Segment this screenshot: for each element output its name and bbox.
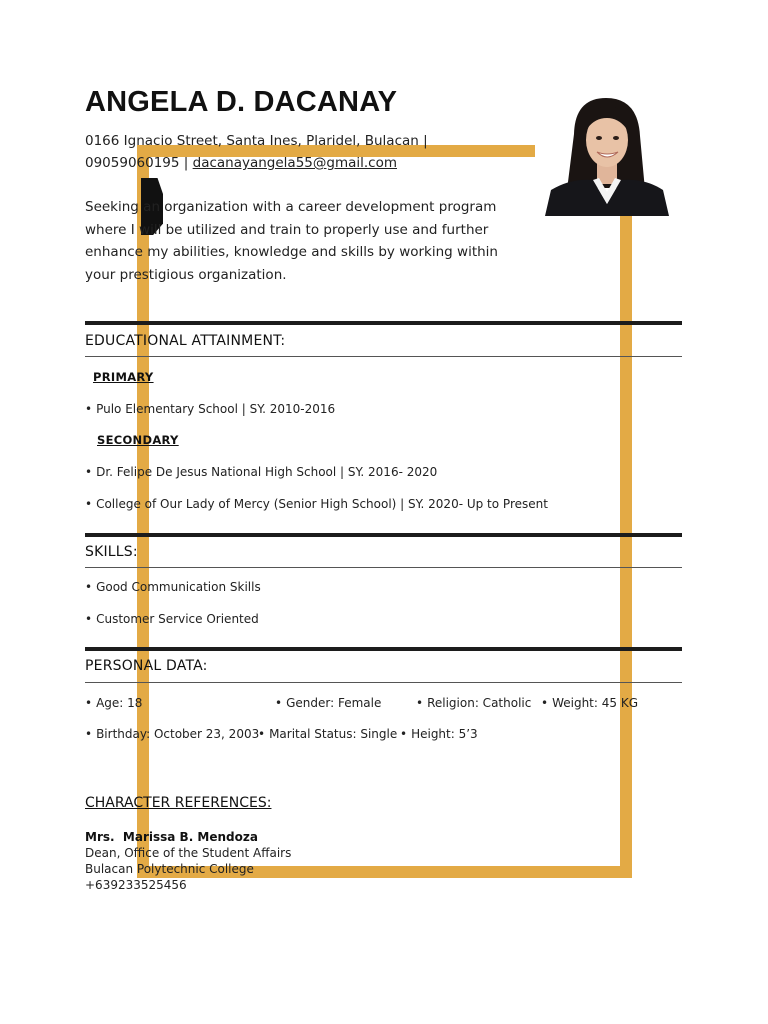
section-divider-thick xyxy=(85,647,682,651)
reference-position: Dean, Office of the Student Affairs xyxy=(85,846,292,860)
bullet: • xyxy=(416,696,424,710)
reference-phone: +639233525456 xyxy=(85,878,187,892)
personal-gender xyxy=(275,696,381,710)
personal-birthday xyxy=(85,727,259,741)
primary-school: Pulo Elementary School | SY. 2010-2016 xyxy=(96,402,336,416)
section-divider-thick xyxy=(85,533,682,537)
birthday-value: Birthday: October 23, 2003 xyxy=(96,727,260,741)
section-divider-thick xyxy=(85,321,682,325)
section-divider-thin xyxy=(85,356,682,357)
skill-item xyxy=(85,580,261,594)
bullet: • xyxy=(85,612,93,626)
bullet: • xyxy=(541,696,549,710)
primary-label: PRIMARY xyxy=(93,370,154,384)
address-line: 0166 Ignacio Street, Santa Ines, Plaridel, Bulacan | xyxy=(85,133,428,149)
personal-age xyxy=(85,696,142,710)
bullet: • xyxy=(85,497,93,511)
secondary-school-1: Dr. Felipe De Jesus National High School | SY. 2016- 2020 xyxy=(96,465,438,479)
bullet: • xyxy=(85,580,93,594)
height-value: Height: 5’3 xyxy=(411,727,478,741)
weight-value: Weight: 45 KG xyxy=(552,696,638,710)
reference-name: Mrs. Marissa B. Mendoza xyxy=(85,830,258,844)
age-value: Age: 18 xyxy=(96,696,143,710)
section-divider-thin xyxy=(85,567,682,568)
gender-value: Gender: Female xyxy=(286,696,382,710)
character-references-title: CHARACTER REFERENCES: xyxy=(85,795,272,811)
primary-item xyxy=(85,402,335,416)
bullet: • xyxy=(85,465,93,479)
secondary-item xyxy=(85,497,548,511)
bullet: • xyxy=(258,727,266,741)
profile-photo xyxy=(541,92,671,216)
personal-height xyxy=(400,727,478,741)
secondary-label: SECONDARY xyxy=(97,433,179,447)
reference-institution: Bulacan Polytechnic College xyxy=(85,862,254,876)
contact-block xyxy=(85,130,428,174)
marital-value: Marital Status: Single xyxy=(269,727,398,741)
skills-title: SKILLS: xyxy=(85,544,138,560)
secondary-school-2: College of Our Lady of Mercy (Senior High School) | SY. 2020- Up to Present xyxy=(96,497,548,511)
section-divider-thin xyxy=(85,682,682,683)
secondary-item xyxy=(85,465,437,479)
bullet: • xyxy=(85,727,93,741)
religion-value: Religion: Catholic xyxy=(427,696,532,710)
personal-data-title: PERSONAL DATA: xyxy=(85,658,208,674)
bullet: • xyxy=(85,696,93,710)
bullet: • xyxy=(85,402,93,416)
bullet: • xyxy=(275,696,283,710)
phone-number: 09059060195 | xyxy=(85,155,189,171)
skill-text: Customer Service Oriented xyxy=(96,612,259,626)
education-title: EDUCATIONAL ATTAINMENT: xyxy=(85,333,286,349)
bullet: • xyxy=(400,727,408,741)
skill-item xyxy=(85,612,259,626)
personal-weight xyxy=(541,696,638,710)
personal-religion xyxy=(416,696,531,710)
personal-marital-status xyxy=(258,727,397,741)
career-objective: Seeking an organization with a career development program where I will be utilized and train to properly use and further enhance my abilities, knowledge and skills by working within your prestigious organization. xyxy=(85,199,498,283)
applicant-name: ANGELA D. DACANAY xyxy=(85,86,398,118)
phone-email-line xyxy=(85,152,428,174)
profile-photo-illustration xyxy=(541,92,671,216)
email-link[interactable]: dacanayangela55@gmail.com xyxy=(192,155,398,171)
skill-text: Good Communication Skills xyxy=(96,580,261,594)
